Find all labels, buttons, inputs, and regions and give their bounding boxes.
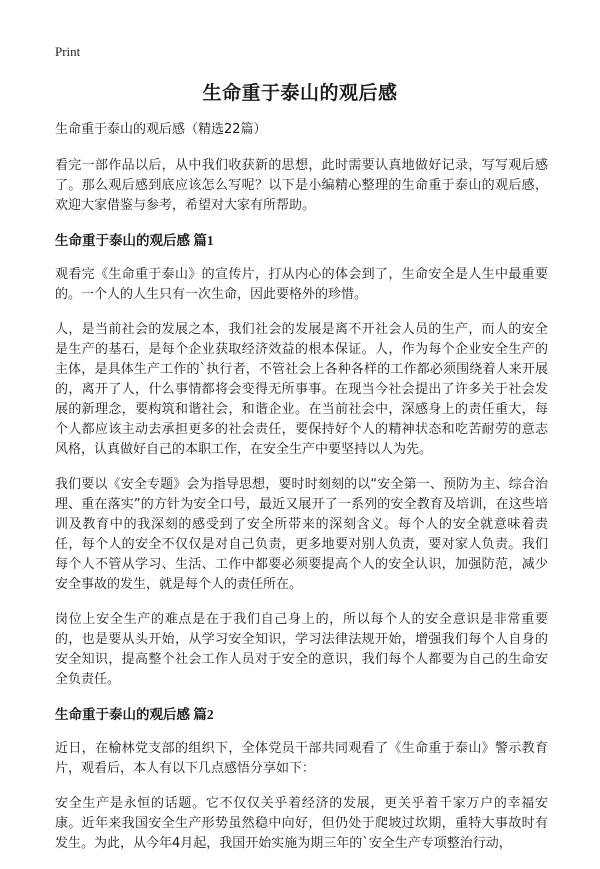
intro-paragraph: 看完一部作品以后，从中我们收获新的思想，此时需要认真地做好记录，写写观后感了。那么观后感到底应该怎么写呢？以下是小编精心整理的生命重于泰山的观后感，欢迎大家借鉴与参考，希望对大家有所帮助。	[55, 158, 548, 213]
section-1-paragraph-4: 岗位上安全生产的难点是在于我们自己身上的，所以每个人的安全意识是非常重要的，也是要从头开始，从学习安全知识，学习法律法规开始，增强我们每个人自身的安全知识，提高整个社会工作人员对于安全的意识，我们每个人都要为自己的生命安全负责任。	[55, 612, 548, 687]
section-1-paragraph-3: 我们要以《安全专题》会为指导思想，要时时刻刻的以“安全第一、预防为主、综合治理、重在落实”的方针为安全口号，最近又展开了一系列的安全教育及培训，在这些培训及教育中的我深刻的感受到了安全所带来的深刻含义。每个人的安全就意味着责任，每个人的安全不仅仅是对自己负责，更多地要对别人负责，要对家人负责。我们每个人不管从学习、生活、工作中都要必须要提高个人的安全认识，加强防范，减少安全事故的发生，就是每个人的责任所在。	[55, 477, 548, 592]
section-1-paragraph-1: 观看完《生命重于泰山》的宣传片，打从内心的体会到了，生命安全是人生中最重要的。一个人的人生只有一次生命，因此要格外的珍惜。	[55, 267, 548, 302]
print-link[interactable]: Print	[55, 44, 81, 59]
section-heading-1: 生命重于泰山的观后感 篇1	[55, 233, 214, 248]
section-2-paragraph-2: 安全生产是永恒的话题。它不仅仅关乎着经济的发展，更关乎着千家万户的幸福安康。近年来我国安全生产形势虽然稳中向好，但仍处于爬坡过坎期，重特大事故时有发生。为此，从今年4月起，我国开始实施为期三年的`安全生产专项整治行动，	[55, 796, 548, 851]
page-title: 生命重于泰山的观后感	[202, 82, 398, 104]
article-body	[55, 120, 548, 869]
section-1-paragraph-2: 人，是当前社会的发展之本，我们社会的发展是离不开社会人员的生产，而人的安全是生产的基石，是每个企业获取经济效益的根本保证。人，作为每个企业安全生产的主体，是具体生产工作的`执行者，不管社会上各种各样的工作都必须围绕着人来开展的，离开了人，什么事情都将会变得无所事事。在现当今社会提出了许多关于社会发展的新理念，要构筑和谐社会，和谐企业。在当前社会中，深感身上的责任重大，每个人都应该主动去承担更多的社会责任，要保持好个人的精神状态和吃苦耐劳的意志风格，认真做好自己的本职工作，在安全生产中要坚持以人为先。	[55, 322, 548, 457]
section-heading-2: 生命重于泰山的观后感 篇2	[55, 707, 214, 722]
section-2-paragraph-1: 近日，在榆林党支部的组织下，全体党员干部共同观看了《生命重于泰山》警示教育片，观看后，本人有以下几点感悟分享如下：	[55, 741, 548, 776]
article-subtitle: 生命重于泰山的观后感（精选22篇）	[55, 122, 267, 137]
